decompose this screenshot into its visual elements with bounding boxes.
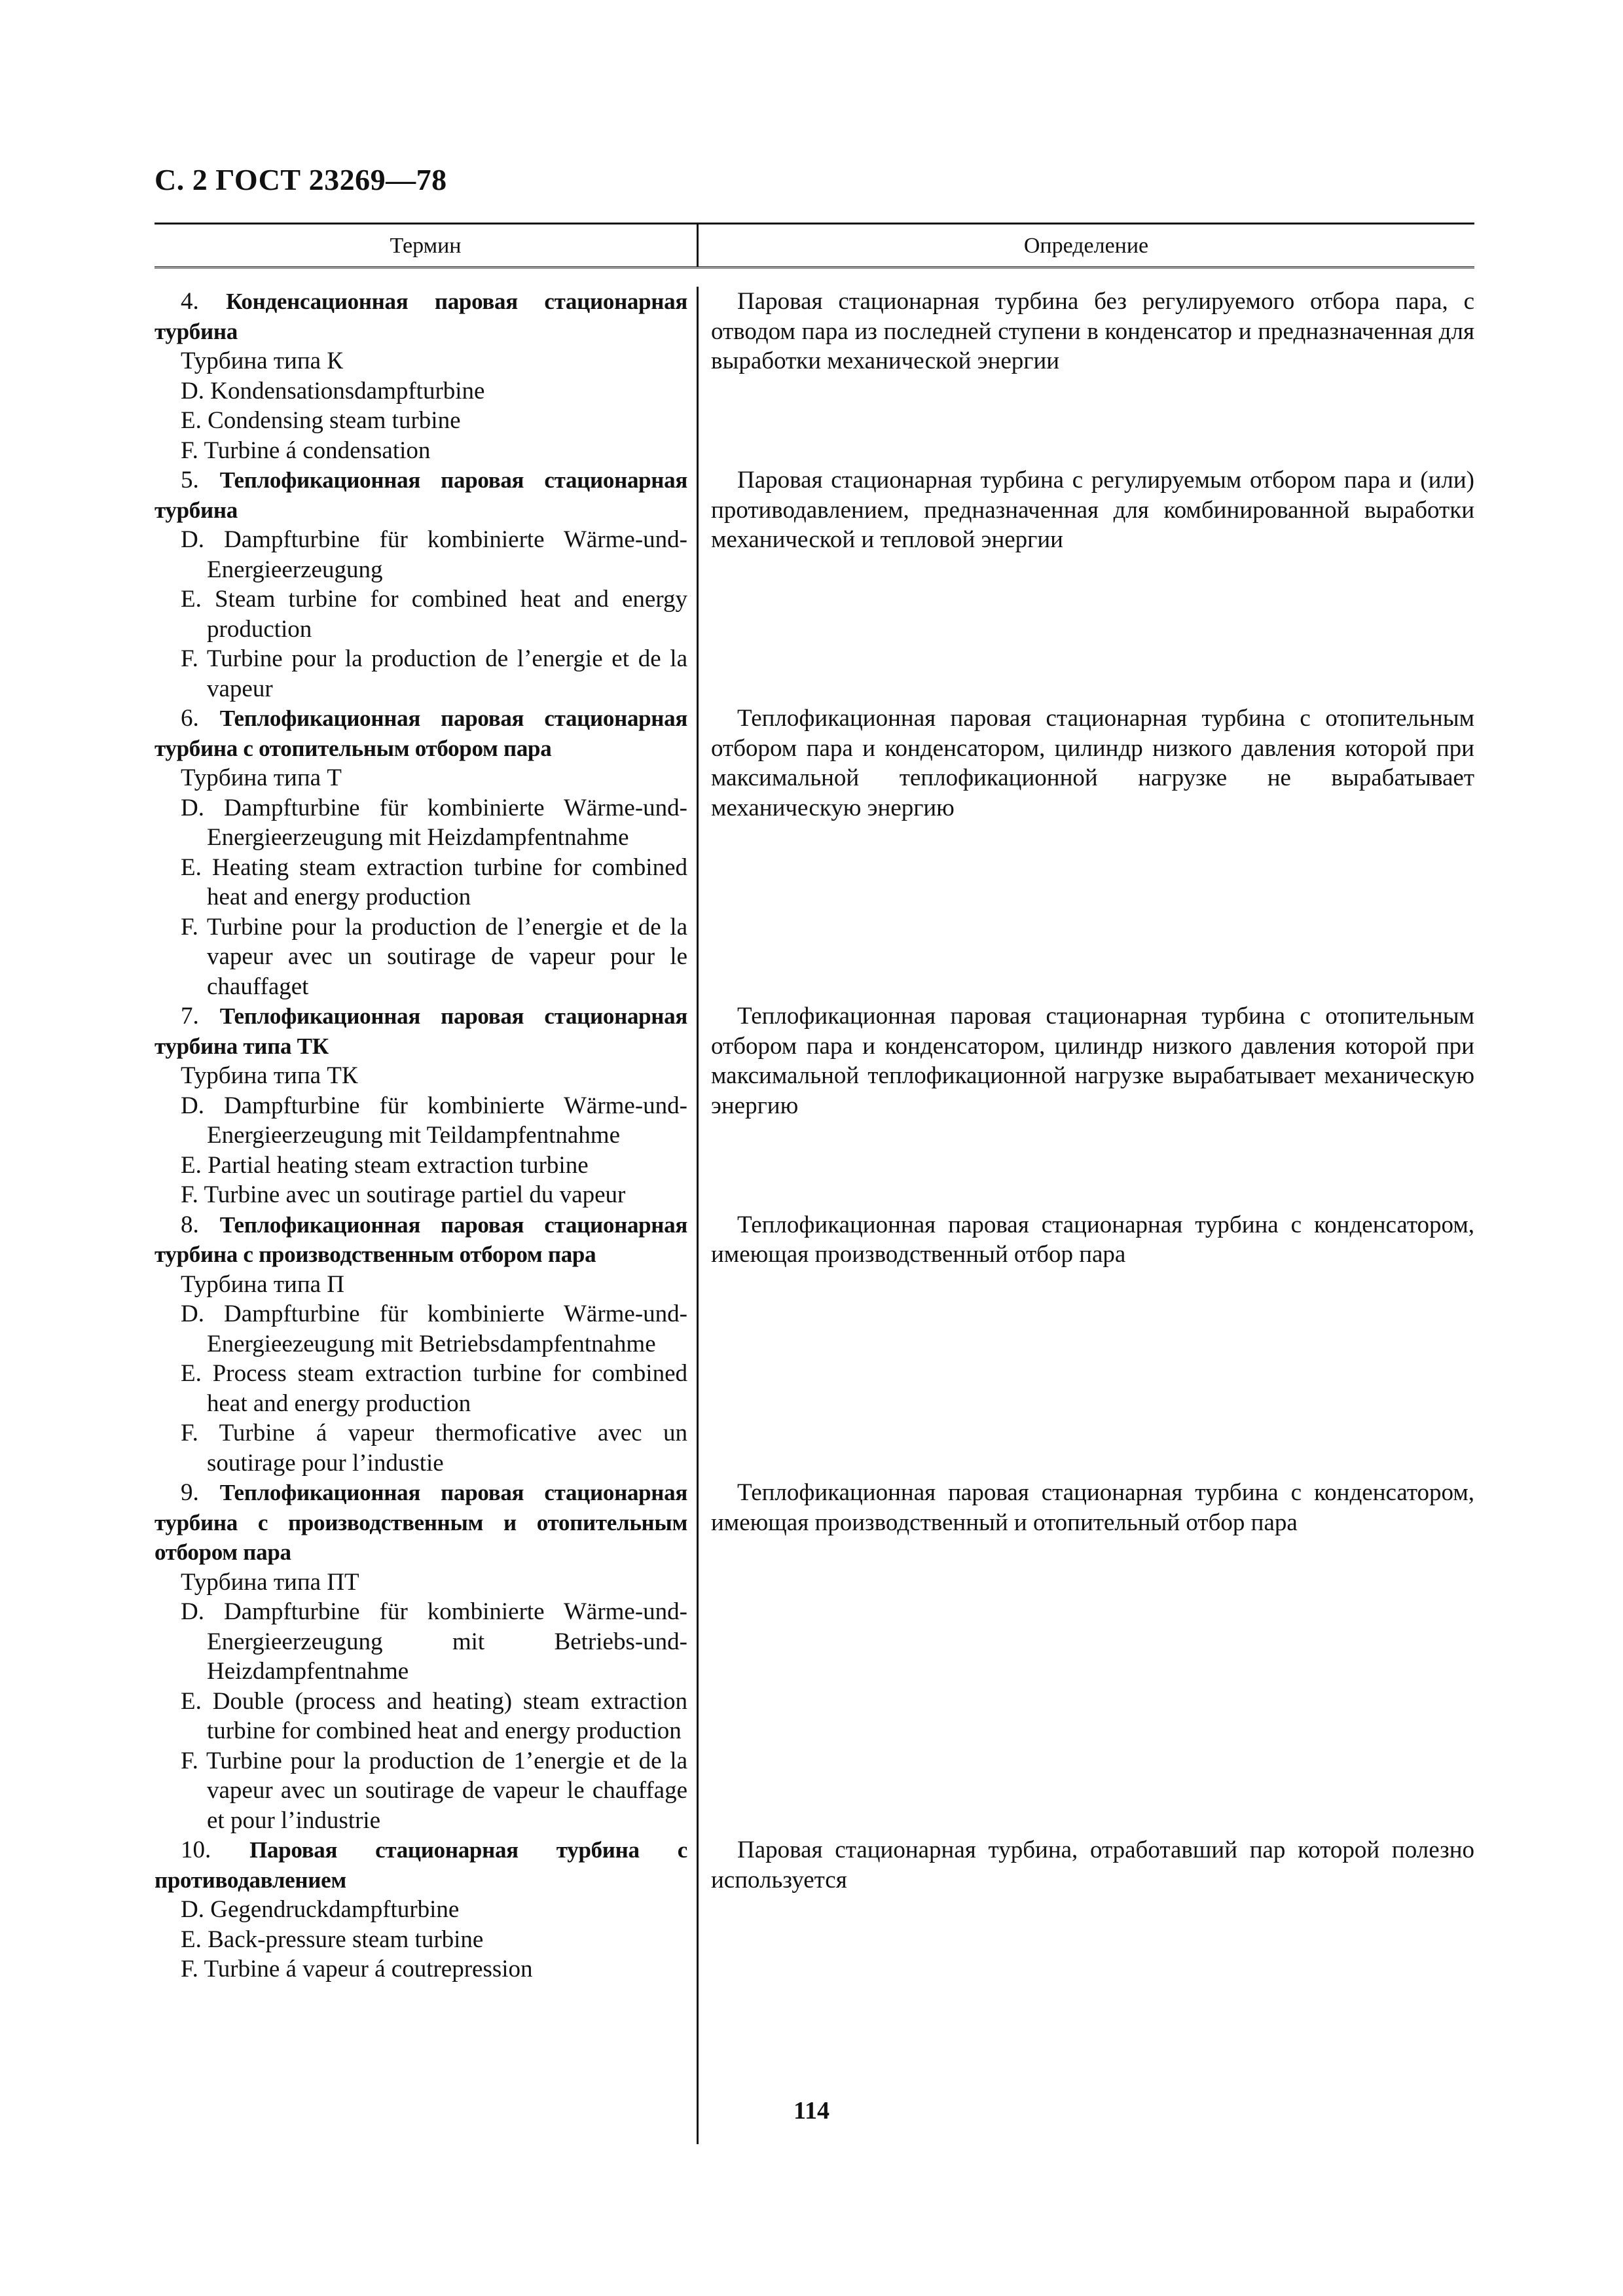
term-equivalent-fr: F. Turbine á condensation — [181, 437, 431, 464]
term-cell — [155, 1478, 697, 1835]
term-equivalent-fr: F. Turbine avec un soutirage partiel du vapeur — [181, 1181, 626, 1208]
definition-cell: Паровая стационарная турбина, отработавший пар которой полезно используется — [711, 1837, 1474, 1893]
definition-cell: Теплофикационная паровая стационарная турбина с отопительным отбором пара и конденсатором, цилиндр низкого давления которой при максимальной теплофикационной нагрузке вырабатывает механическую энергию — [711, 1003, 1474, 1119]
term-equivalent-de: D. Dampfturbine für kombinierte Wärme-und-Energieerzeugung mit Betriebs-und-Heizdampfentnahme — [181, 1598, 687, 1685]
term-number: 6. — [181, 705, 199, 732]
term-equivalent-en: E. Double (process and heating) steam extraction turbine for combined heat and energy production — [181, 1687, 687, 1744]
term-name: Теплофикационная паровая стационарная турбина с производственным отбором пара — [155, 1211, 688, 1267]
term-cell — [155, 704, 697, 1001]
column-header-term: Термин — [390, 234, 462, 258]
term-cell — [155, 1835, 697, 1984]
term-title — [155, 1478, 687, 1568]
term-equivalent-en: E. Heating steam extraction turbine for combined heat and energy production — [181, 853, 687, 910]
term-title — [155, 465, 687, 525]
term-number: 5. — [181, 467, 199, 493]
definition-cell: Теплофикационная паровая стационарная турбина с конденсатором, имеющая производственный отбор пара — [711, 1211, 1474, 1268]
term-number: 8. — [181, 1211, 199, 1238]
page-header: С. 2 ГОСТ 23269—78 — [155, 163, 447, 196]
term-name: Теплофикационная паровая стационарная турбина типа ТК — [155, 1003, 688, 1059]
term-equivalent-fr: F. Turbine á vapeur thermoficative avec un soutirage pour l’industie — [181, 1420, 687, 1477]
table-header — [155, 223, 1474, 268]
term-title — [155, 1210, 687, 1270]
term-cell — [155, 465, 697, 704]
term-equivalent-fr: F. Turbine pour la production de l’energie et de la vapeur avec un soutirage de vapeur pour le chauffaget — [181, 913, 687, 1000]
term-entry — [155, 704, 1474, 1001]
term-equivalent-fr: F. Turbine á vapeur á coutrepression — [181, 1956, 533, 1982]
definition-cell: Теплофикационная паровая стационарная турбина с отопительным отбором пара и конденсатором, цилиндр низкого давления которой при максимальной теплофикационной нагрузке не вырабатывает механическую энергию — [711, 705, 1474, 821]
definition-cell: Паровая стационарная турбина без регулируемого отбора пара, с отводом пара из последней ступени в конденсатор и предназначенная для выработки механической энергии — [711, 288, 1474, 374]
terms-table — [155, 223, 1474, 1984]
definition-cell: Паровая стационарная турбина с регулируемым отбором пара и (или) противодавлением, предназначенная для комбинированной выработки механической и тепловой энергии — [711, 467, 1474, 553]
term-cell — [155, 1210, 697, 1479]
entries-list — [155, 287, 1474, 1984]
column-header-definition: Определение — [1023, 234, 1149, 258]
term-equivalent-fr: F. Turbine pour la production de l’energie et de la vapeur — [181, 645, 687, 702]
term-alias: Турбина типа К — [181, 348, 343, 374]
term-name: Конденсационная паровая стационарная турбина — [155, 289, 687, 344]
term-equivalent-de: D. Dampfturbine für kombinierte Wärme-und-Energieerzeugung mit Teildampfentnahme — [181, 1092, 687, 1149]
term-entry — [155, 287, 1474, 465]
term-cell — [155, 1001, 697, 1210]
term-title — [155, 704, 687, 763]
term-entry — [155, 1001, 1474, 1210]
term-alias: Турбина типа ТК — [181, 1062, 358, 1089]
term-equivalent-en: E. Steam turbine for combined heat and energy production — [181, 586, 687, 643]
term-cell — [155, 287, 697, 465]
term-equivalent-de: D. Kondensationsdampfturbine — [181, 377, 485, 404]
term-title — [155, 1835, 687, 1895]
term-title — [155, 1001, 687, 1061]
term-title — [155, 287, 687, 346]
term-equivalent-de: D. Dampfturbine für kombinierte Wärme-und-Energieerzeugung — [181, 526, 687, 583]
term-alias: Турбина типа ПТ — [181, 1568, 359, 1596]
term-equivalent-de: D. Dampfturbine für kombinierte Wärme-und-Energieerzeugung mit Heizdampfentnahme — [181, 794, 687, 851]
term-equivalent-en: E. Back-pressure steam turbine — [181, 1926, 484, 1953]
term-number: 7. — [181, 1003, 199, 1030]
term-name: Теплофикационная паровая стационарная турбина с отопительным отбором пара — [155, 706, 688, 761]
term-entry — [155, 1835, 1474, 1984]
term-alias: Турбина типа П — [181, 1270, 345, 1298]
page-number: 114 — [793, 2097, 830, 2125]
term-equivalent-fr: F. Turbine pour la production de 1’energie et de la vapeur avec un soutirage de vapeur le chauffage et pour l’industrie — [181, 1747, 687, 1834]
column-divider — [697, 287, 699, 2144]
term-number: 4. — [181, 288, 199, 315]
term-equivalent-de: D. Dampfturbine für kombinierte Wärme-und-Energieezeugung mit Betriebsdampfentnahme — [181, 1300, 687, 1357]
definition-cell: Теплофикационная паровая стационарная турбина с конденсатором, имеющая производственный и отопительный отбор пара — [711, 1479, 1474, 1536]
term-entry — [155, 1210, 1474, 1479]
term-equivalent-en: E. Condensing steam turbine — [181, 407, 461, 434]
term-alias: Турбина типа Т — [181, 764, 342, 791]
term-name: Теплофикационная паровая стационарная турбина с производственным и отопительным отбором пара — [155, 1480, 688, 1565]
term-number: 10. — [181, 1837, 211, 1863]
term-equivalent-en: E. Process steam extraction turbine for combined heat and energy production — [181, 1360, 687, 1417]
term-number: 9. — [181, 1479, 199, 1506]
table-body — [155, 287, 1474, 1984]
term-entry — [155, 465, 1474, 704]
term-equivalent-en: E. Partial heating steam extraction turbine — [181, 1151, 589, 1179]
term-name: Паровая стационарная турбина с противодавлением — [155, 1837, 687, 1893]
term-equivalent-de: D. Gegendruckdampfturbine — [181, 1896, 460, 1923]
term-name: Теплофикационная паровая стационарная турбина — [155, 467, 688, 523]
term-entry — [155, 1478, 1474, 1835]
